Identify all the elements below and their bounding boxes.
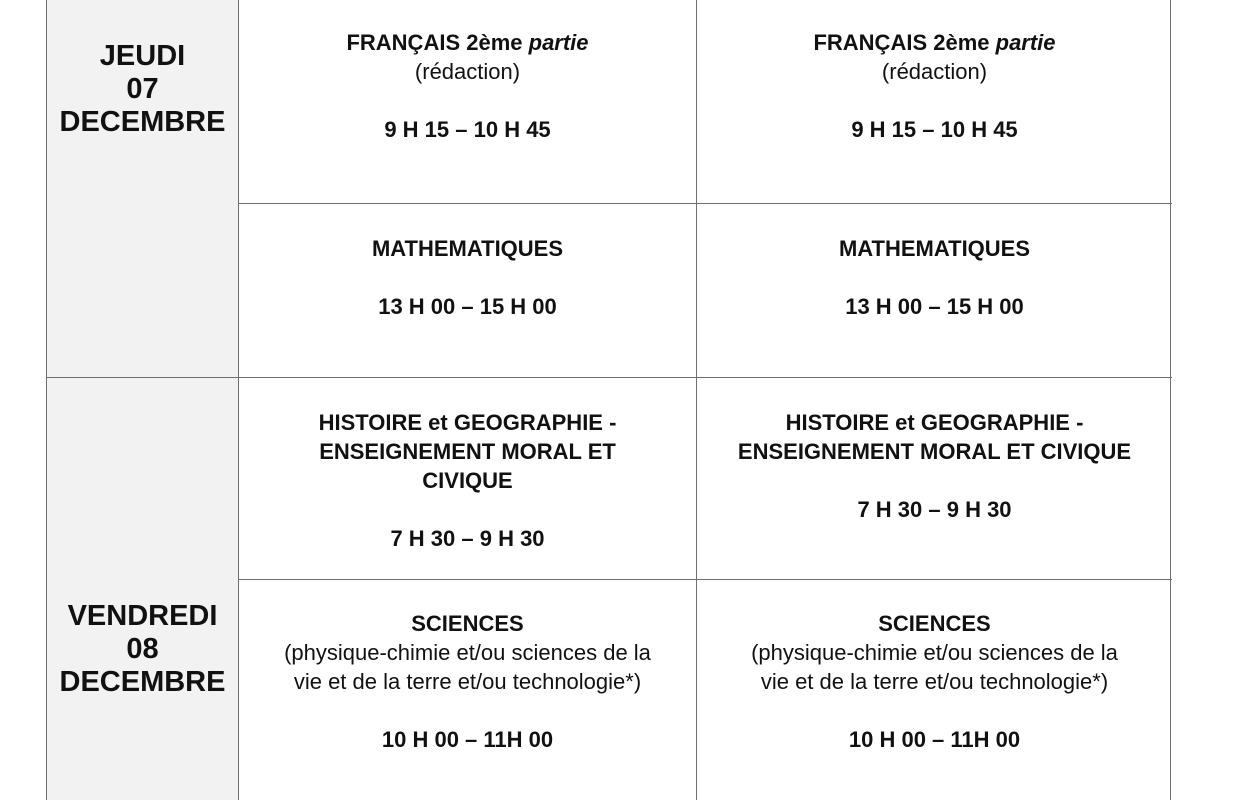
exam-cell-maths-1 [238, 203, 696, 377]
subject-line: ENSEIGNEMENT MORAL ET [319, 439, 616, 464]
subject-emphasis: partie [995, 30, 1056, 55]
exam-cell-sciences-1 [238, 579, 696, 800]
subject-line: HISTOIRE et GEOGRAPHIE - [785, 410, 1084, 435]
subject-title [813, 28, 1055, 57]
exam-cell-francais-1 [238, 0, 696, 203]
subject-line: CIVIQUE [422, 468, 513, 493]
exam-cell-histoire-2 [696, 377, 1172, 579]
exam-cell-histoire-1 [238, 377, 696, 579]
exam-time: 9 H 15 – 10 H 45 [851, 117, 1018, 142]
exam-time: 7 H 30 – 9 H 30 [857, 497, 1012, 522]
exam-cell-sciences-2 [696, 579, 1172, 800]
exam-time: 9 H 15 – 10 H 45 [384, 117, 551, 142]
exam-time: 10 H 00 – 11H 00 [381, 727, 554, 752]
subject-title: SCIENCES [878, 611, 991, 636]
exam-cell-maths-2 [696, 203, 1172, 377]
subject-title: SCIENCES [411, 611, 524, 636]
exam-cell-francais-2 [696, 0, 1172, 203]
day-name: JEUDI [99, 40, 186, 72]
subject-title [346, 28, 588, 57]
exam-schedule-table [46, 0, 1171, 800]
subject-text: FRANÇAIS 2ème [813, 30, 990, 55]
subject-note-line: (physique-chimie et/ou sciences de la [284, 640, 651, 665]
subject-note-line: vie et de la terre et/ou technologie*) [293, 669, 642, 694]
subject-line: HISTOIRE et GEOGRAPHIE - [318, 410, 617, 435]
subject-title: MATHEMATIQUES [371, 236, 564, 261]
day-month: DECEMBRE [59, 666, 226, 698]
day-month: DECEMBRE [59, 106, 226, 138]
exam-time: 10 H 00 – 11H 00 [848, 727, 1021, 752]
subject-note-line: (physique-chimie et/ou sciences de la [751, 640, 1118, 665]
exam-time: 7 H 30 – 9 H 30 [390, 526, 545, 551]
subject-title: MATHEMATIQUES [838, 236, 1031, 261]
day-number: 07 [126, 73, 159, 105]
exam-time: 13 H 00 – 15 H 00 [845, 294, 1024, 319]
day-number: 08 [126, 633, 159, 665]
subject-text: FRANÇAIS 2ème [346, 30, 523, 55]
day-name: VENDREDI [67, 600, 218, 632]
subject-note-line: vie et de la terre et/ou technologie*) [760, 669, 1109, 694]
subject-emphasis: partie [528, 30, 589, 55]
subject-note: (rédaction) [881, 59, 988, 84]
subject-note: (rédaction) [414, 59, 521, 84]
day-cell-jeudi [47, 0, 238, 377]
exam-time: 13 H 00 – 15 H 00 [378, 294, 557, 319]
subject-line: ENSEIGNEMENT MORAL ET CIVIQUE [737, 439, 1132, 464]
day-cell-vendredi [47, 377, 238, 800]
